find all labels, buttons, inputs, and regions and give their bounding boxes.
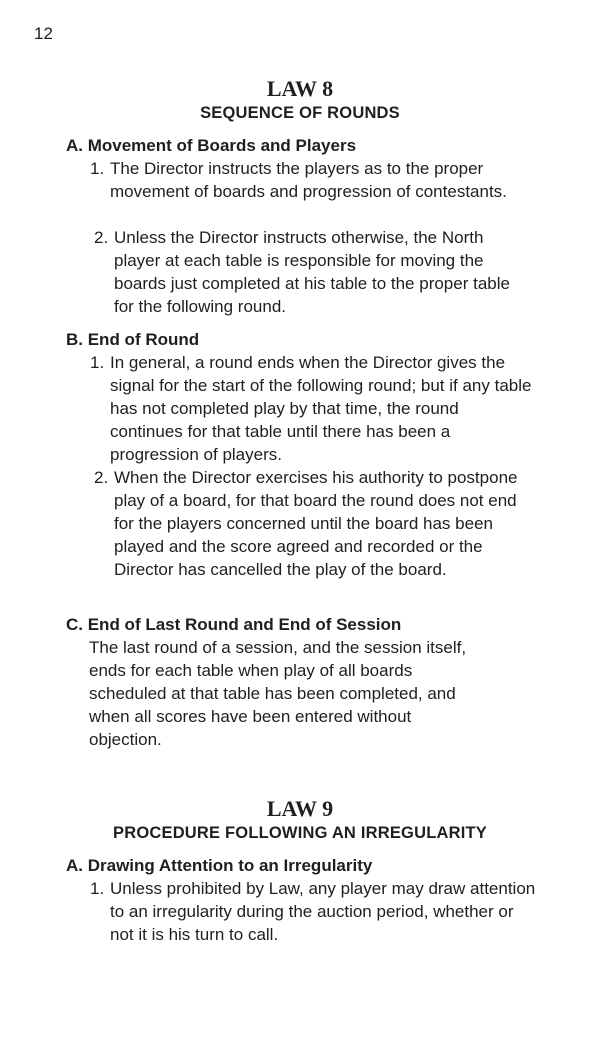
law-subtitle: SEQUENCE OF ROUNDS <box>200 104 400 122</box>
item-number: 2. <box>94 228 109 247</box>
list-item <box>90 157 530 203</box>
list-item <box>90 351 534 466</box>
list-item <box>94 226 532 318</box>
item-text: When the Director exercises his authority to postpone play of a board, for that board the round does not end for the players concerned until the board has been played and the score agreed and recorded or the Director has cancelled the play of the board. <box>114 468 518 579</box>
section-heading: B. End of Round <box>66 330 200 349</box>
item-text: Unless the Director instructs otherwise, the North player at each table is responsible for moving the boards just completed at his table to the proper table for the following round. <box>114 228 510 316</box>
section-heading: C. End of Last Round and End of Session <box>66 615 402 634</box>
list-item <box>94 466 530 581</box>
law-9-header <box>0 796 600 844</box>
law-title: LAW 8 <box>266 76 334 101</box>
item-text: In general, a round ends when the Director gives the signal for the start of the following round; but if any table has not completed play by that time, the round continues for that table until there has been a progression of players. <box>110 353 532 464</box>
item-number: 2. <box>94 468 109 487</box>
section-heading: A. Movement of Boards and Players <box>66 136 357 155</box>
page-number: 12 <box>34 24 53 43</box>
law-8-header <box>0 76 600 124</box>
section-paragraph: The last round of a session, and the session itself, ends for each table when play of all boards scheduled at that table has been completed, and when all scores have been entered without objection. <box>89 638 467 749</box>
item-number: 1. <box>90 353 105 372</box>
section-heading: A. Drawing Attention to an Irregularity <box>66 856 373 875</box>
item-text: Unless prohibited by Law, any player may draw attention to an irregularity during the auction period, whether or not it is his turn to call. <box>110 879 536 944</box>
list-item <box>90 877 536 946</box>
law-title: LAW 9 <box>266 796 334 821</box>
law-subtitle: PROCEDURE FOLLOWING AN IRREGULARITY <box>113 824 487 842</box>
item-number: 1. <box>90 879 105 898</box>
item-text: The Director instructs the players as to the proper movement of boards and progression of contestants. <box>110 159 507 201</box>
item-number: 1. <box>90 159 105 178</box>
